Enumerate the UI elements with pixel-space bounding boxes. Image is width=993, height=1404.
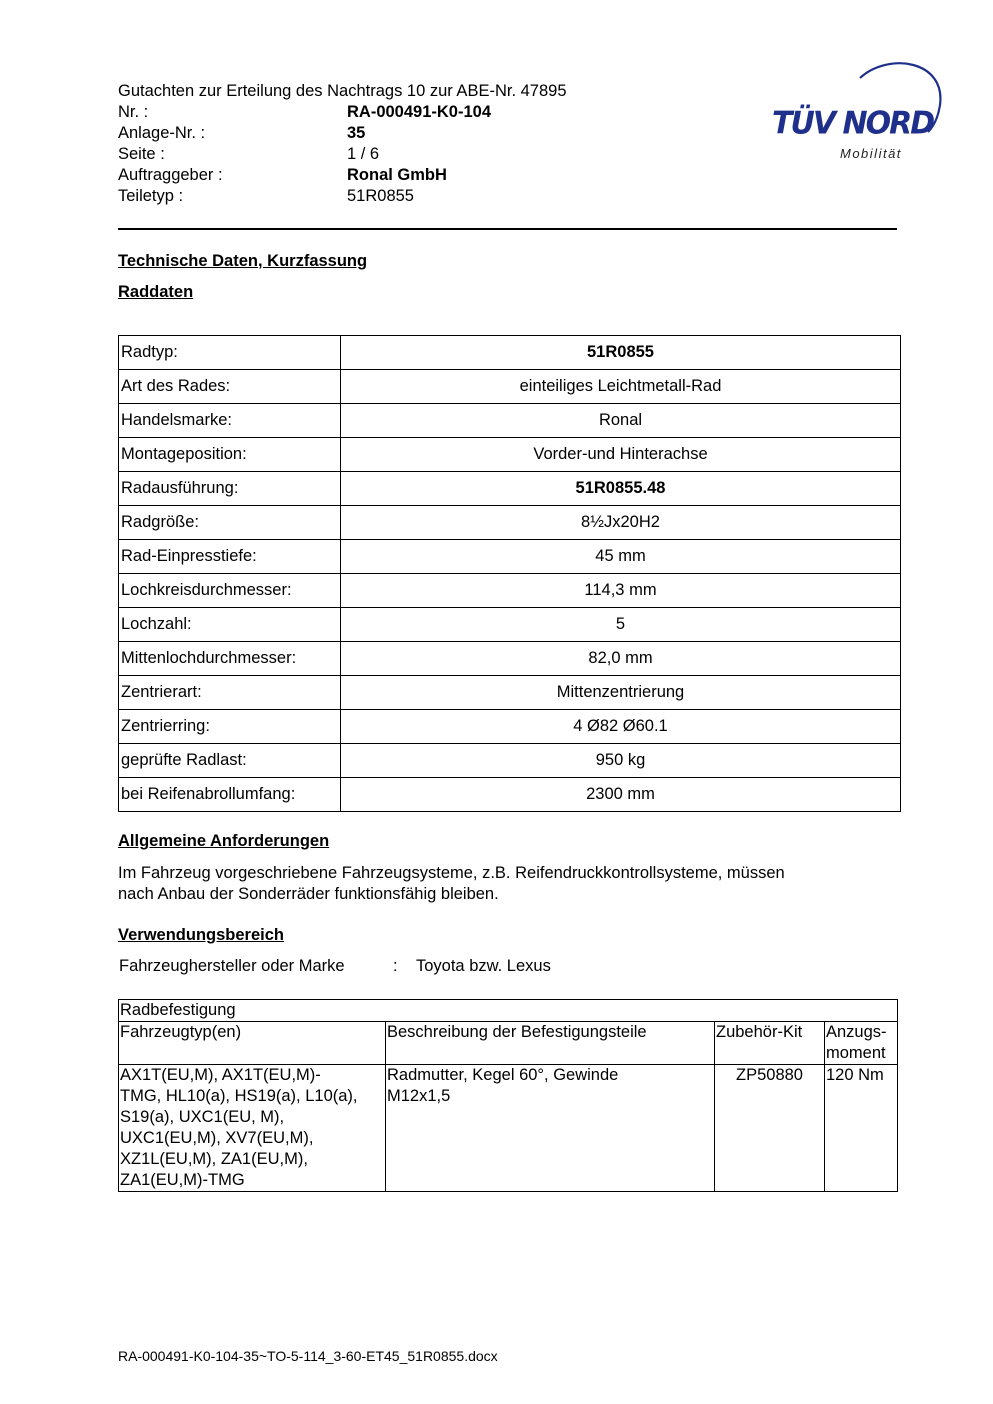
wheel-data-row: [119, 540, 901, 574]
wheel-data-value: 82,0 mm: [341, 642, 901, 676]
col-header-anzugsmoment: [825, 1022, 898, 1065]
section-title-tech: Technische Daten, Kurzfassung: [118, 252, 368, 270]
wheel-data-label: Lochkreisdurchmesser:: [119, 574, 341, 608]
section-title-allgemein: Allgemeine Anforderungen: [118, 832, 330, 850]
header-row-nr: [118, 102, 567, 123]
wheel-data-label: Rad-Einpresstiefe:: [119, 540, 341, 574]
col-header-zubehoer: Zubehör-Kit: [715, 1022, 825, 1065]
header-label: Auftraggeber :: [118, 166, 223, 184]
wheel-data-label: Zentrierring:: [119, 710, 341, 744]
wheel-data-label: Mittenlochdurchmesser:: [119, 642, 341, 676]
document-title: Gutachten zur Erteilung des Nachtrags 10 zur ABE-Nr. 47895: [118, 82, 567, 100]
wheel-data-label: Radtyp:: [119, 336, 341, 370]
wheel-data-value: 8½Jx20H2: [341, 506, 901, 540]
wheel-data-row: [119, 370, 901, 404]
header-row-seite: [118, 144, 567, 165]
header-row-teiletyp: [118, 186, 567, 207]
wheel-data-label: Handelsmarke:: [119, 404, 341, 438]
header-row-auftraggeber: [118, 165, 567, 186]
footer-filename: RA-000491-K0-104-35~TO-5-114_3-60-ET45_51R0855.docx: [118, 1348, 498, 1364]
wheel-data-value: einteiliges Leichtmetall-Rad: [341, 370, 901, 404]
header-row-anlage: [118, 123, 567, 144]
cell-line: Radmutter, Kegel 60°, Gewinde: [387, 1066, 619, 1084]
logo-brand: TÜV NORD: [772, 105, 934, 142]
fastening-table: [118, 999, 898, 1192]
wheel-data-value: 5: [341, 608, 901, 642]
wheel-data-value: 51R0855: [341, 336, 901, 370]
header-value: 35: [347, 124, 366, 142]
logo-sub: Mobilität: [840, 146, 902, 161]
wheel-data-value: 45 mm: [341, 540, 901, 574]
col-header-fahrzeugtyp: Fahrzeugtyp(en): [119, 1022, 386, 1065]
fastening-data-row: [119, 1065, 898, 1192]
header-line: moment: [826, 1044, 886, 1062]
wheel-data-row: [119, 336, 901, 370]
wheel-data-row: [119, 744, 901, 778]
paragraph-line: Im Fahrzeug vorgeschriebene Fahrzeugsysteme, z.B. Reifendruckkontrollsysteme, müssen: [118, 864, 785, 882]
col-header-beschreibung: Beschreibung der Befestigungsteile: [386, 1022, 715, 1065]
cell-line: S19(a), UXC1(EU, M),: [120, 1108, 285, 1126]
fastening-title: Radbefestigung: [119, 1000, 898, 1022]
document-header: [118, 81, 567, 207]
wheel-data-row: [119, 404, 901, 438]
allgemein-paragraph: [118, 863, 785, 905]
wheel-data-row: [119, 676, 901, 710]
section-title-verwendung: Verwendungsbereich: [118, 926, 284, 944]
hersteller-separator: :: [393, 957, 398, 975]
wheel-data-value: Mittenzentrierung: [341, 676, 901, 710]
wheel-data-label: Lochzahl:: [119, 608, 341, 642]
wheel-data-label: Radausführung:: [119, 472, 341, 506]
cell-zubehoer-kit: ZP50880: [715, 1065, 825, 1192]
wheel-data-row: [119, 608, 901, 642]
wheel-data-row: [119, 506, 901, 540]
wheel-data-value: Vorder-und Hinterachse: [341, 438, 901, 472]
cell-line: AX1T(EU,M), AX1T(EU,M)-: [120, 1066, 321, 1084]
fastening-title-row: [119, 1000, 898, 1022]
header-value: 1 / 6: [347, 145, 380, 163]
wheel-data-row: [119, 642, 901, 676]
wheel-data-value: 4 Ø82 Ø60.1: [341, 710, 901, 744]
wheel-data-label: Radgröße:: [119, 506, 341, 540]
tuev-nord-logo: [768, 60, 948, 170]
cell-line: TMG, HL10(a), HS19(a), L10(a),: [120, 1087, 358, 1105]
cell-line: M12x1,5: [387, 1087, 451, 1105]
wheel-data-label: bei Reifenabrollumfang:: [119, 778, 341, 812]
cell-line: XZ1L(EU,M), ZA1(EU,M),: [120, 1150, 308, 1168]
header-divider: [118, 228, 897, 230]
wheel-data-label: Art des Rades:: [119, 370, 341, 404]
hersteller-label: Fahrzeughersteller oder Marke: [119, 957, 345, 975]
header-label: Teiletyp :: [118, 187, 184, 205]
wheel-data-table: [118, 335, 901, 812]
section-title-raddaten: Raddaten: [118, 283, 194, 301]
wheel-data-row: [119, 778, 901, 812]
wheel-data-label: Montageposition:: [119, 438, 341, 472]
wheel-data-row: [119, 438, 901, 472]
hersteller-value: Toyota bzw. Lexus: [416, 957, 551, 975]
wheel-data-label: geprüfte Radlast:: [119, 744, 341, 778]
wheel-data-label: Zentrierart:: [119, 676, 341, 710]
wheel-data-row: [119, 710, 901, 744]
header-value: Ronal GmbH: [347, 166, 447, 184]
wheel-data-value: Ronal: [341, 404, 901, 438]
fastening-header-row: [119, 1022, 898, 1065]
header-value: RA-000491-K0-104: [347, 103, 491, 121]
wheel-data-value: 114,3 mm: [341, 574, 901, 608]
wheel-data-value: 51R0855.48: [341, 472, 901, 506]
wheel-data-row: [119, 472, 901, 506]
wheel-data-value: 2300 mm: [341, 778, 901, 812]
cell-anzugsmoment: 120 Nm: [825, 1065, 898, 1192]
cell-line: ZA1(EU,M)-TMG: [120, 1171, 245, 1189]
cell-beschreibung: [386, 1065, 715, 1192]
paragraph-line: nach Anbau der Sonderräder funktionsfähig bleiben.: [118, 885, 499, 903]
wheel-data-row: [119, 574, 901, 608]
header-line: Anzugs-: [826, 1023, 887, 1041]
wheel-data-value: 950 kg: [341, 744, 901, 778]
header-value: 51R0855: [347, 187, 414, 205]
cell-fahrzeugtypen: [119, 1065, 386, 1192]
header-label: Anlage-Nr. :: [118, 124, 206, 142]
header-label: Seite :: [118, 145, 165, 163]
header-label: Nr. :: [118, 103, 149, 121]
cell-line: UXC1(EU,M), XV7(EU,M),: [120, 1129, 314, 1147]
